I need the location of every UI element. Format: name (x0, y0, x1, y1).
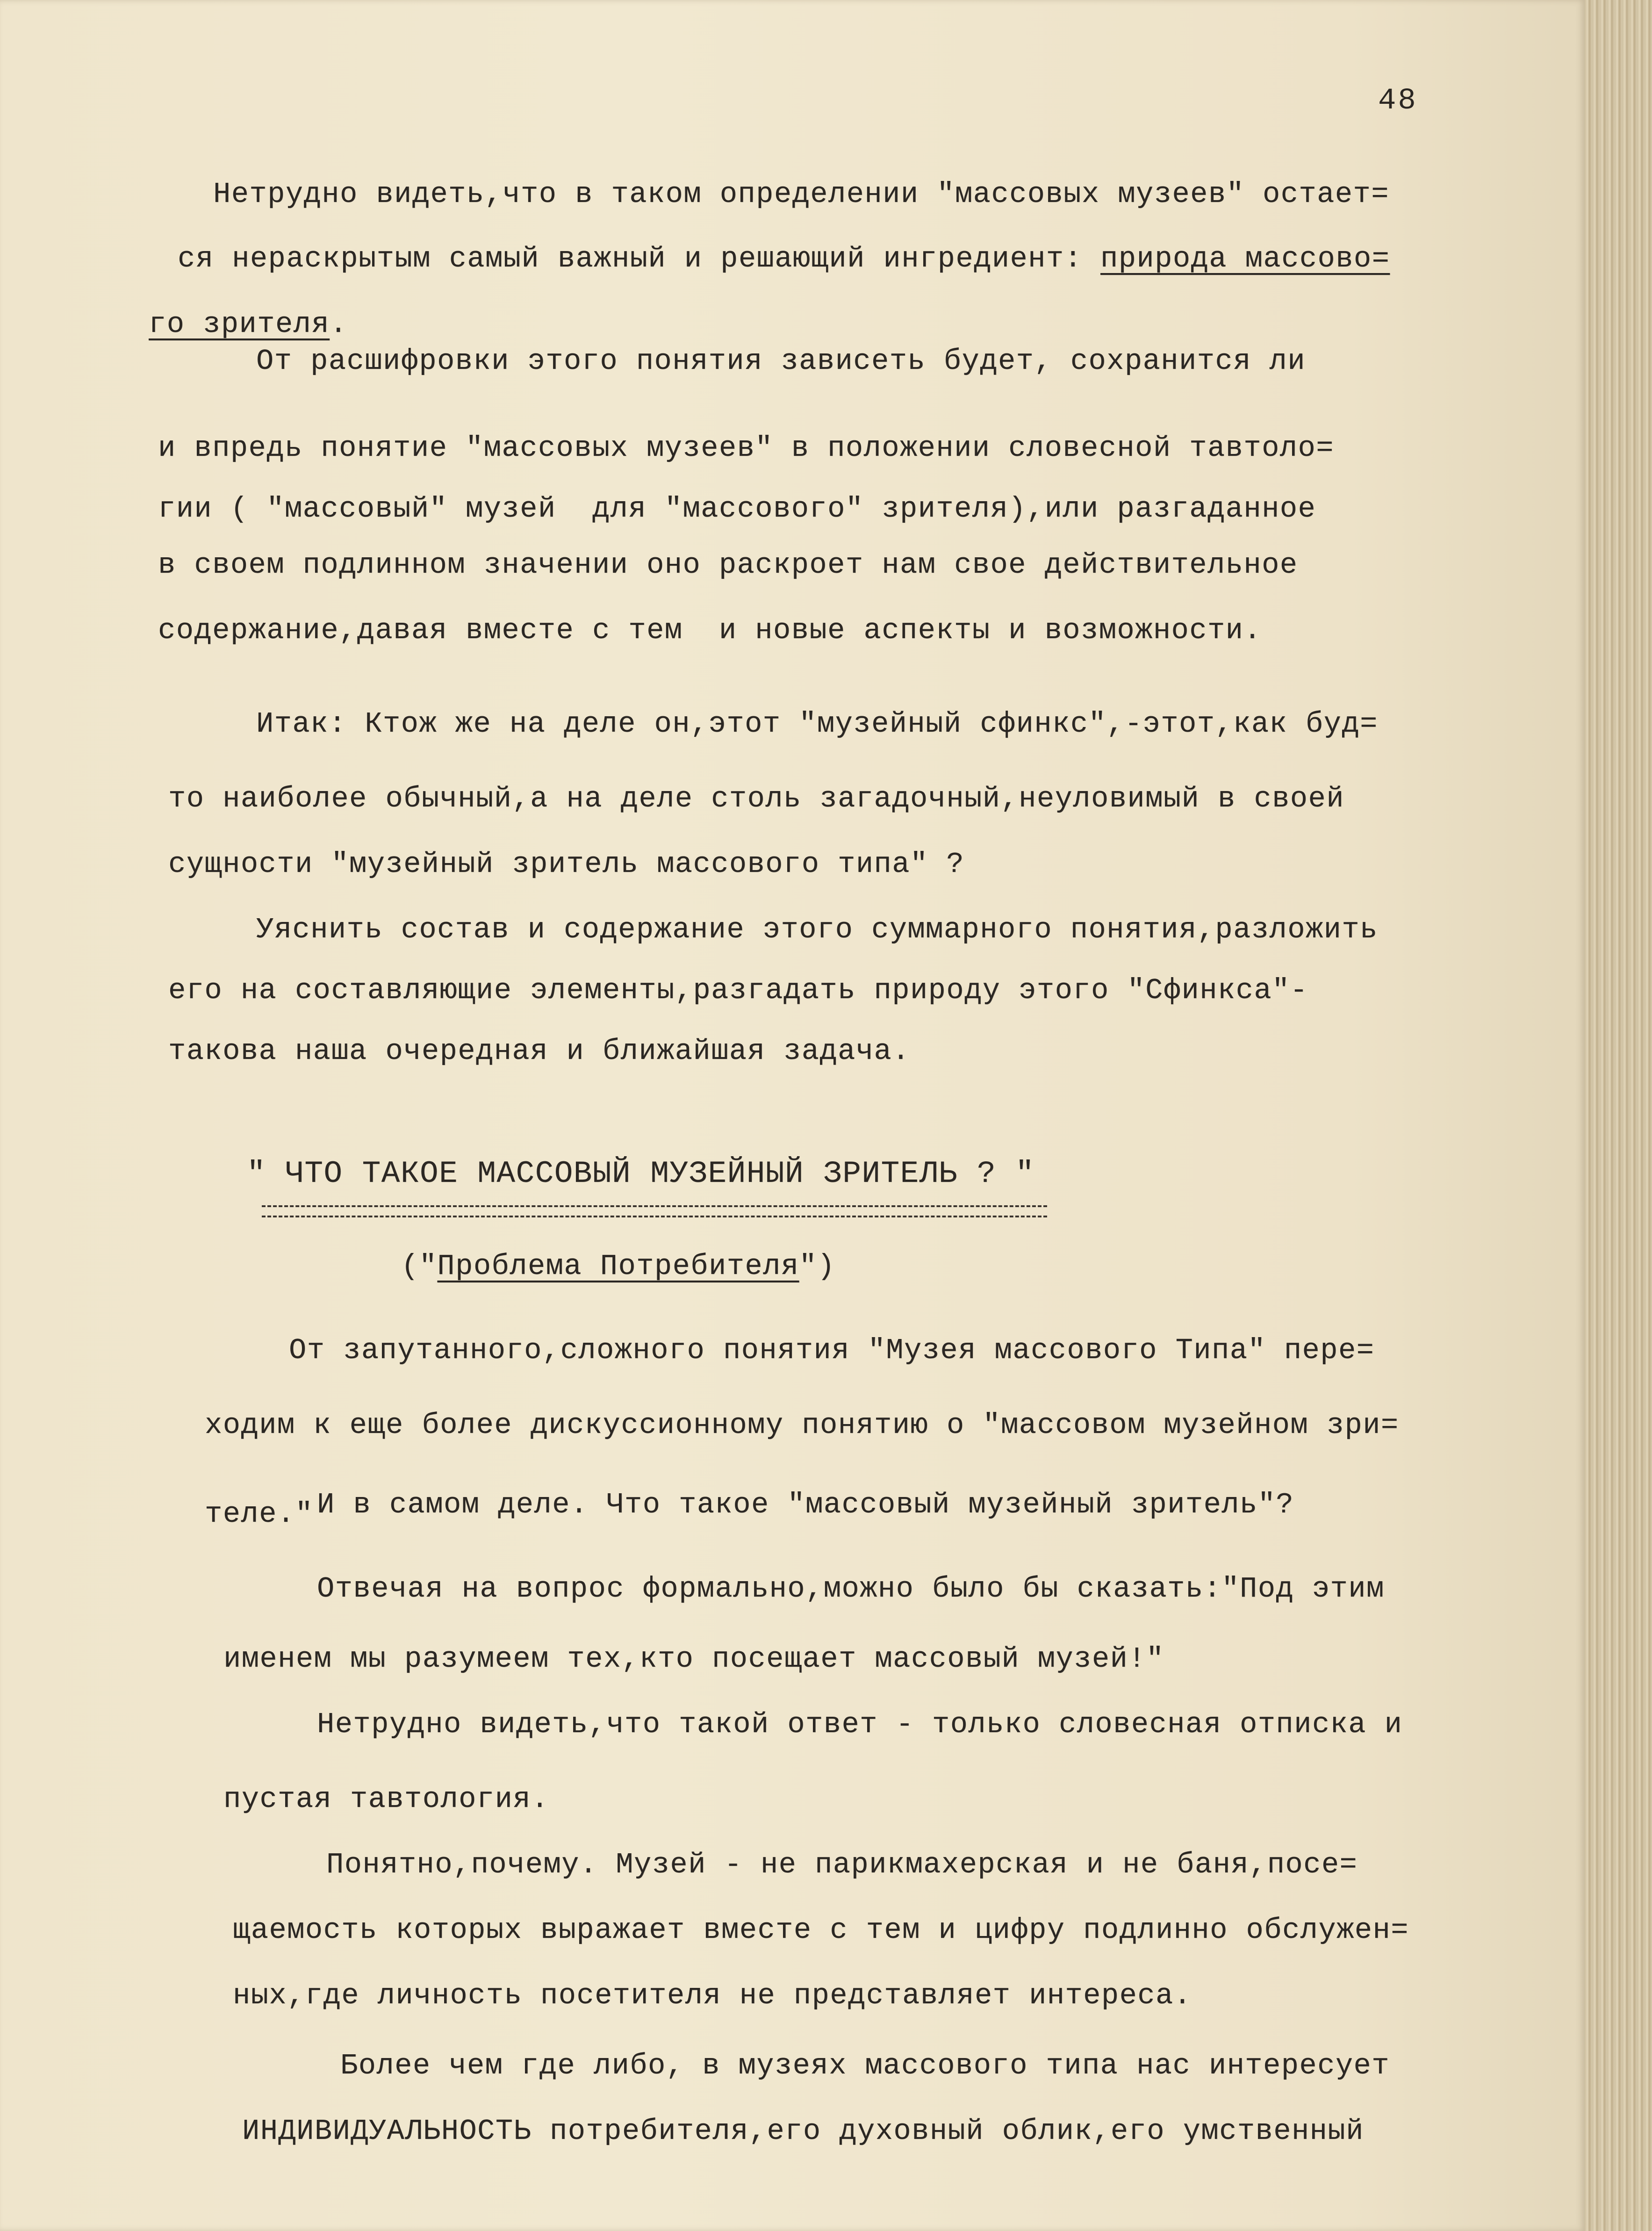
text-line: ся нераскрытым самый важный и решающий ингредиент: природа массово= (178, 242, 1390, 275)
text-line: теле." (205, 1497, 314, 1531)
heading-double-rule (262, 1205, 1047, 1217)
text-line: пустая тавтология. (223, 1783, 549, 1816)
text-line: его на составляющие элементы,разгадать природу этого "Сфинкса"- (168, 974, 1308, 1007)
text-line: Более чем где либо, в музеях массового типа нас интересует (340, 2049, 1390, 2082)
text-line: Понятно,почему. Музей - не парикмахерская и не баня,посе= (326, 1848, 1358, 1881)
section-subheading: ("Проблема Потребителя") (401, 1250, 835, 1283)
page-number: 48 (1378, 84, 1418, 118)
text-line: гии ( "массовый" музей для "массового" зрителя),или разгаданное (158, 492, 1316, 525)
underlined-phrase: го зрителя (149, 308, 330, 341)
text-line: Уяснить состав и содержание этого суммарного понятия,разложить (256, 913, 1378, 946)
text-line: го зрителя. (149, 308, 348, 341)
text-line: щаемость которых выражает вместе с тем и цифру подлинно обслужен= (233, 1914, 1409, 1947)
text-line: Отвечая на вопрос формально,можно было бы сказать:"Под этим (317, 1572, 1385, 1605)
text-line: содержание,давая вместе с тем и новые аспекты и возможности. (158, 614, 1262, 647)
underlined-phrase: природа массово= (1100, 242, 1390, 275)
text-line: ИНДИВИДУАЛЬНОСТЬ потребителя,его духовный облик,его умственный (242, 2115, 1364, 2148)
text-line: И в самом деле. Что такое "массовый музейный зритель"? (317, 1488, 1294, 1521)
section-heading: " ЧТО ТАКОЕ МАССОВЫЙ МУЗЕЙНЫЙ ЗРИТЕЛЬ ? " (247, 1156, 1035, 1191)
text-line: От расшифровки этого понятия зависеть будет, сохранится ли (256, 345, 1306, 378)
underlined-phrase: Проблема Потребителя (437, 1250, 799, 1283)
text-line: Итак: Ктож же на деле он,этот "музейный сфинкс",-этот,как буд= (256, 707, 1378, 741)
text-line: и впредь понятие "массовых музеев" в положении словесной тавтоло= (158, 432, 1334, 465)
text-line: Нетрудно видеть,что такой ответ - только словесная отписка и (317, 1708, 1403, 1741)
text-line: ходим к еще более дискуссионному понятию о "массовом музейном зри= (205, 1409, 1399, 1442)
text-line: именем мы разумеем тех,кто посещает массовый музей!" (223, 1642, 1164, 1676)
text-line: сущности "музейный зритель массового типа" ? (168, 848, 965, 881)
text-line: такова наша очередная и ближайшая задача. (168, 1035, 910, 1068)
text-line: От запутанного,сложного понятия "Музея массового Типа" пере= (289, 1334, 1375, 1367)
text-line: ных,где личность посетителя не представляет интереса. (233, 1979, 1192, 2012)
text-line: Нетрудно видеть,что в таком определении "массовых музеев" остает= (213, 178, 1389, 211)
text-line: в своем подлинном значении оно раскроет нам свое действительное (158, 548, 1298, 582)
binding-page-edges (1585, 0, 1652, 2231)
text-line: то наиболее обычный,а на деле столь загадочный,неуловимый в своей (168, 782, 1344, 815)
